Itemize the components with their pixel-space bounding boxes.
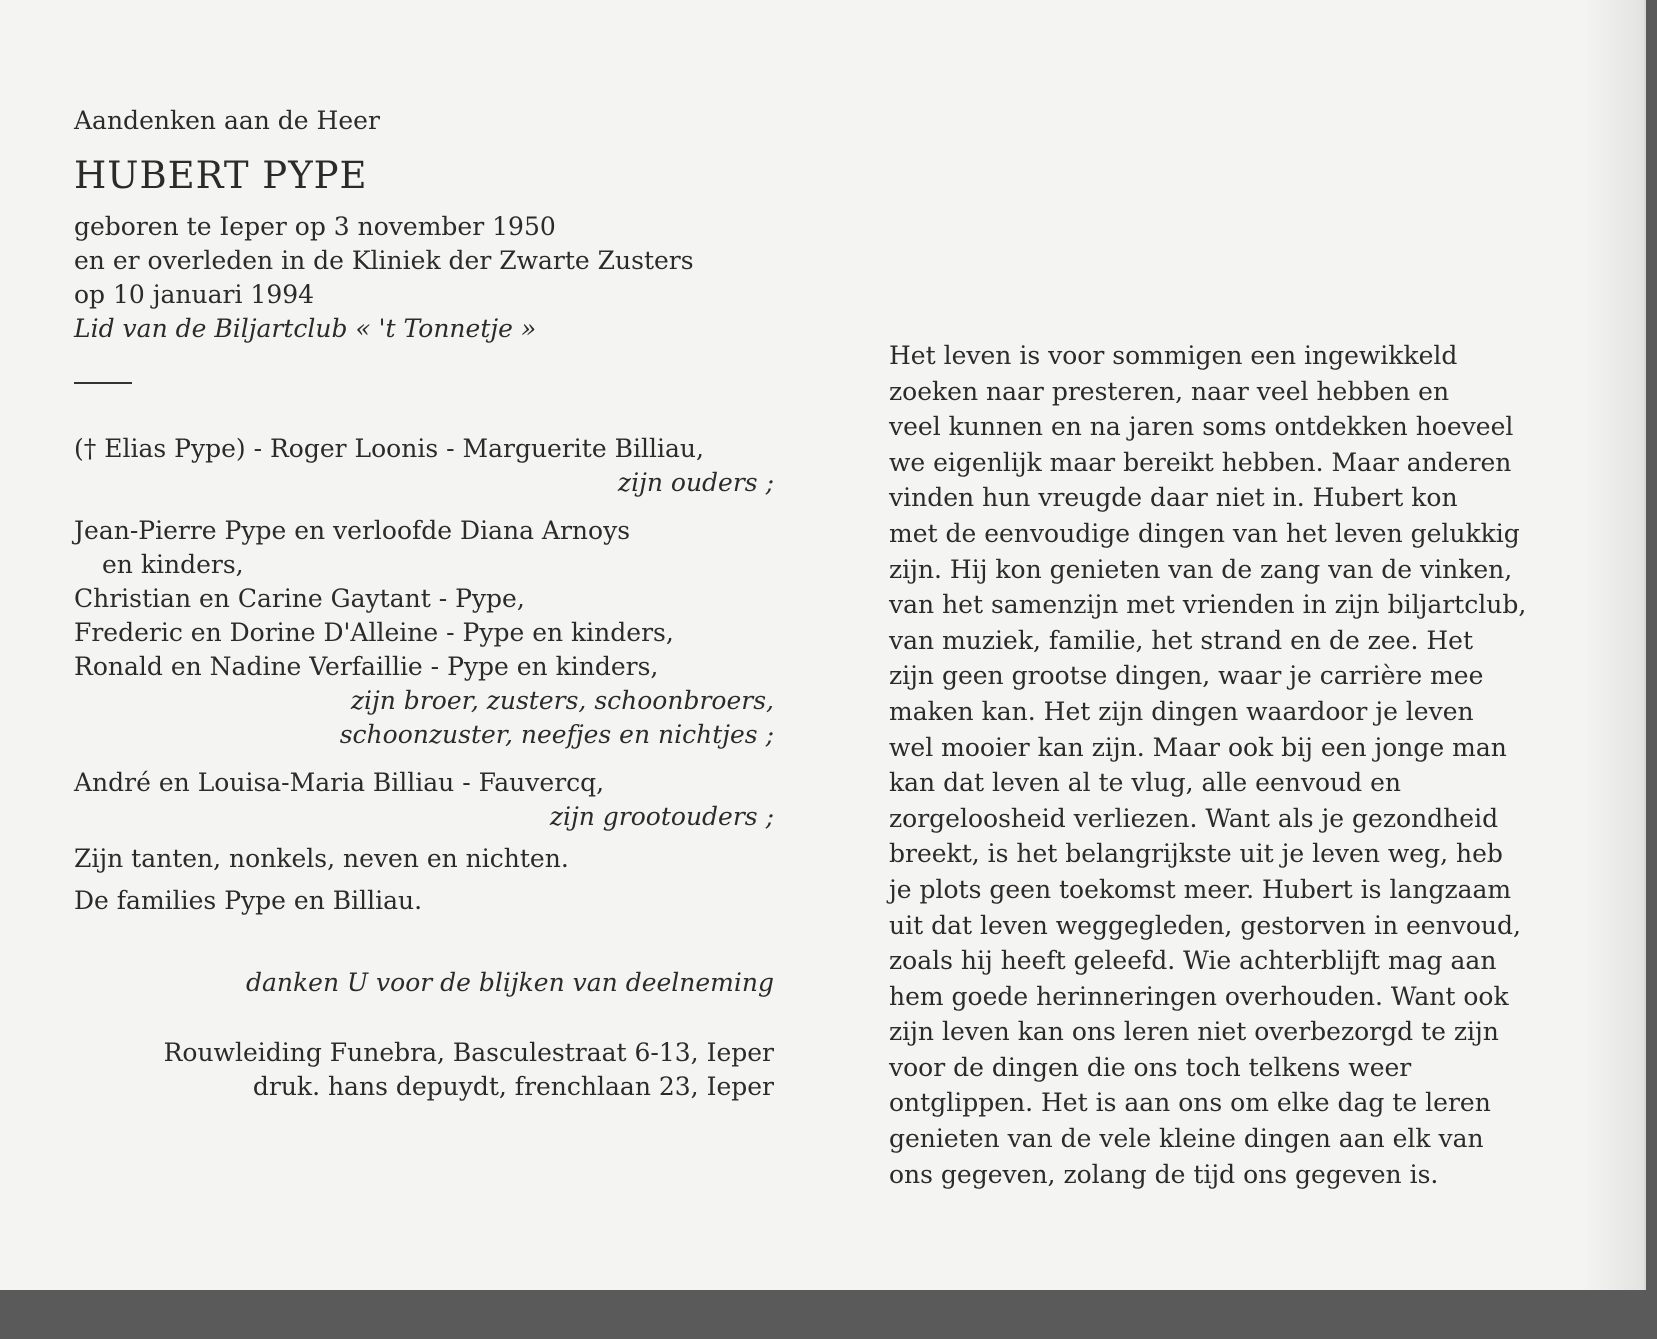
text-line: wel mooier kan zijn. Maar ook bij een jonge man xyxy=(889,732,1507,762)
text-line: van muziek, familie, het strand en de zee. Het xyxy=(889,625,1473,655)
text-line: we eigenlijk maar bereikt hebben. Maar anderen xyxy=(889,447,1512,477)
card-edge-shade xyxy=(1584,0,1644,1290)
text-line: vinden hun vreugde daar niet in. Hubert kon xyxy=(889,483,1458,513)
grandparents-block xyxy=(74,766,774,834)
deceased-name: HUBERT PYPE xyxy=(74,154,368,197)
families-line: De families Pype en Billiau. xyxy=(74,886,423,915)
sibling-line: Frederic en Dorine D'Alleine - Pype en kinders, xyxy=(74,618,674,647)
text-line: ontglippen. Het is aan ons om elke dag te leren xyxy=(889,1088,1491,1118)
text-line: genieten van de vele kleine dingen aan elk van xyxy=(889,1124,1484,1154)
text-line: hem goede herinneringen overhouden. Want ook xyxy=(889,981,1509,1011)
divider xyxy=(74,382,132,384)
text-line: veel kunnen en na jaren soms ontdekken hoeveel xyxy=(889,412,1514,442)
grandparents-names: André en Louisa-Maria Billiau - Fauvercq, xyxy=(74,768,605,797)
siblings-role-line: schoonzuster, neefjes en nichtjes ; xyxy=(339,720,774,749)
printer-line: druk. hans depuydt, frenchlaan 23, Ieper xyxy=(252,1072,774,1101)
siblings-block xyxy=(74,514,774,752)
text-line: zijn geen grootse dingen, waar je carrière mee xyxy=(889,661,1484,691)
thanks-line: danken U voor de blijken van deelneming xyxy=(246,968,774,997)
club-membership: Lid van de Biljartclub « 't Tonnetje » xyxy=(74,314,537,343)
sibling-line: Ronald en Nadine Verfaillie - Pype en kinders, xyxy=(74,652,659,681)
text-line: je plots geen toekomst meer. Hubert is langzaam xyxy=(889,874,1512,904)
text-line: ons gegeven, zolang de tijd ons gegeven is. xyxy=(889,1159,1439,1189)
text-line: uit dat leven weggegleden, gestorven in eenvoud, xyxy=(889,910,1521,940)
funeral-home-line: Rouwleiding Funebra, Basculestraat 6-13, Ieper xyxy=(163,1038,774,1067)
text-line: zoals hij heeft geleefd. Wie achterblijft mag aan xyxy=(889,946,1497,976)
text-line: zijn. Hij kon genieten van de zang van de vinken, xyxy=(889,554,1513,584)
siblings-role-line: zijn broer, zusters, schoonbroers, xyxy=(350,686,774,715)
sibling-line: Christian en Carine Gaytant - Pype, xyxy=(74,584,525,613)
death-line-1: en er overleden in de Kliniek der Zwarte Zusters xyxy=(74,246,694,275)
text-line: voor de dingen die ons toch telkens weer xyxy=(889,1052,1412,1082)
left-column xyxy=(74,104,774,1104)
text-line: zoeken naar presteren, naar veel hebben en xyxy=(889,376,1450,406)
text-line: zorgeloosheid verliezen. Want als je gezondheid xyxy=(889,803,1499,833)
text-line: zijn leven kan ons leren niet overbezorgd te zijn xyxy=(889,1017,1499,1047)
text-line: van het samenzijn met vrienden in zijn biljartclub, xyxy=(889,590,1527,620)
text-line: breekt, is het belangrijkste uit je leven weg, heb xyxy=(889,839,1503,869)
sibling-line: Jean-Pierre Pype en verloofde Diana Arnoys xyxy=(74,516,631,545)
text-line: kan dat leven al te vlug, alle eenvoud en xyxy=(889,768,1401,798)
parents-block xyxy=(74,432,774,500)
relatives-line: Zijn tanten, nonkels, neven en nichten. xyxy=(74,844,569,873)
text-line: met de eenvoudige dingen van het leven gelukkig xyxy=(889,518,1520,548)
text-line: maken kan. Het zijn dingen waardoor je leven xyxy=(889,696,1474,726)
reflection-text xyxy=(889,338,1569,1192)
text-line: Het leven is voor sommigen een ingewikkeld xyxy=(889,341,1458,370)
intro-line: Aandenken aan de Heer xyxy=(74,106,380,135)
parents-role: zijn ouders ; xyxy=(617,468,774,497)
birth-line: geboren te Ieper op 3 november 1950 xyxy=(74,212,556,241)
parents-names: († Elias Pype) - Roger Loonis - Marguerite Billiau, xyxy=(74,434,704,463)
grandparents-role: zijn grootouders ; xyxy=(549,802,774,831)
sibling-line: en kinders, xyxy=(102,550,244,579)
death-line-2: op 10 januari 1994 xyxy=(74,280,315,309)
